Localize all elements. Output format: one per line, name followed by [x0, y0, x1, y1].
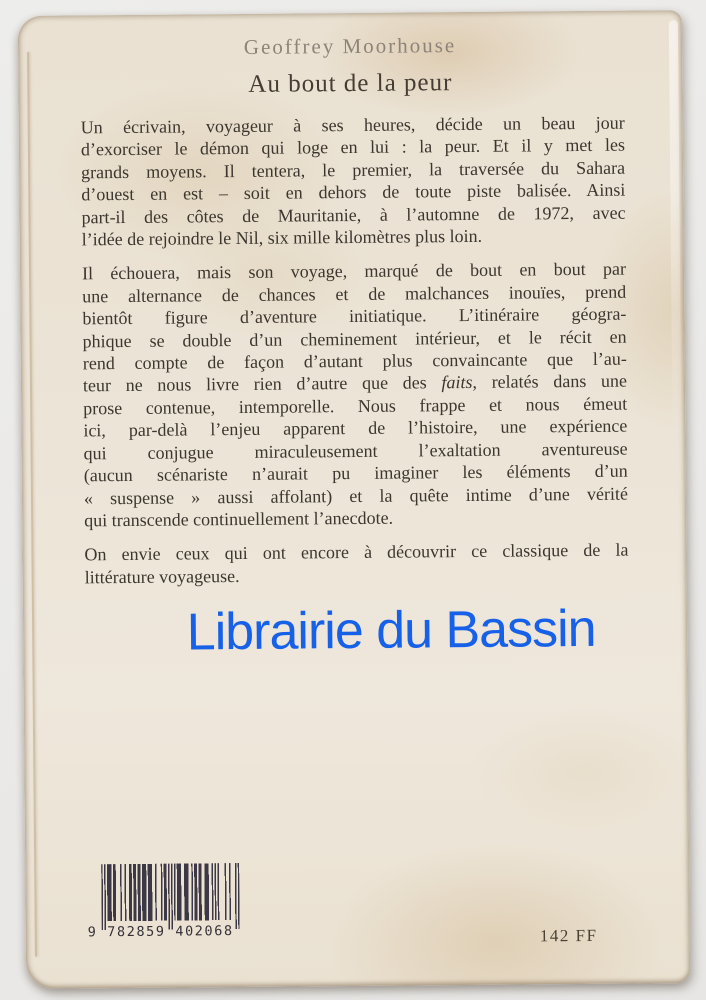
book-title: Au bout de la peur [248, 69, 453, 98]
blurb-paragraph-1 [81, 112, 626, 251]
blurb-line: prose contenue, intemporelle. Nous frappe et nous émeut [83, 393, 628, 419]
blurb-text-segment: teur ne nous livre rien d’autre que des [82, 372, 442, 396]
blurb-line: d’exorciser le démon qui loge en lui : la peur. Et il y met les [80, 135, 626, 160]
blurb-line: d’ouest en est – soit en dehors de toute piste balisée. Ainsi [81, 179, 626, 205]
back-cover-blurb [81, 112, 629, 589]
blurb-line: bientôt figure d’aventure initiatique. L’itinéraire géogra- [82, 303, 627, 329]
spine-crease [27, 52, 37, 957]
bookseller-watermark: Librairie du Bassin [186, 599, 596, 662]
blurb-line: rend compte de façon d’autant plus convaincante que l’au- [82, 348, 627, 374]
blurb-line: On envie ceux qui ont encore à découvrir ce classique de la [84, 539, 629, 565]
blurb-line: Il échouera, mais son voyage, marqué de bout en bout par [81, 259, 627, 284]
blurb-text-segment: , relatés dans une [472, 371, 628, 393]
book-back-cover [18, 10, 690, 989]
blurb-line: une alternance de chances et de malchances inouïes, prend [82, 281, 627, 307]
blurb-line: ici, par-delà l’enjeu apparent de l’histoire, une expérience [83, 415, 628, 441]
blurb-line: qui conjugue miraculeusement l’exaltation aventureuse [83, 438, 628, 464]
isbn-number: 9 782859 402068 [87, 923, 234, 941]
isbn-barcode [87, 863, 263, 960]
blurb-line: grands moyens. Il tentera, le premier, la traversée du Sahara [81, 157, 626, 183]
blurb-line: « suspense » aussi affolant) et la quête intime d’une vérité [83, 483, 629, 508]
blurb-italic-word: faits [441, 372, 473, 393]
blurb-paragraph-2 [82, 258, 628, 532]
blurb-paragraph-3 [84, 539, 628, 589]
blurb-line: l’idée de rejoindre le Nil, six mille kilomètres plus loin. [81, 225, 483, 250]
blurb-line: littérature voyageuse. [84, 565, 240, 588]
author-name: Geoffrey Moorhouse [243, 33, 457, 59]
price-label: 142 FF [539, 925, 598, 946]
blurb-line: part-il des côtes de Mauritanie, à l’automne de 1972, avec [81, 202, 626, 227]
blurb-line: qui transcende continuellement l’anecdote. [84, 507, 394, 531]
blurb-line: phique se double d’un cheminement intérieur, et le récit en [82, 326, 627, 352]
blurb-line: (aucun scénariste n’aurait pu imaginer les éléments d’un [83, 460, 628, 486]
blurb-line: Un écrivain, voyageur à ses heures, décide un beau jour [80, 112, 625, 138]
